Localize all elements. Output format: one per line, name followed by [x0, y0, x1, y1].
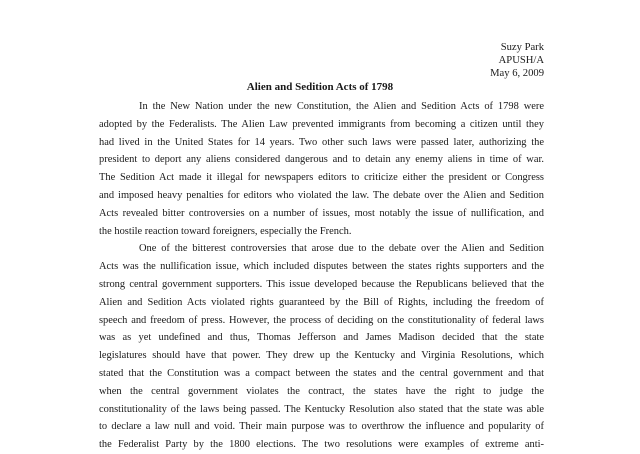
paragraph-line: In the New Nation under the new Constitution, the Alien and Sedition Acts of 1798 were	[139, 101, 544, 112]
paragraph-line: One of the bitterest controversies that arose due to the debate over the Alien and Sedition	[139, 243, 544, 255]
paragraph-line: The Sedition Act made it illegal for newspapers editors to criticize either the president or Congress	[99, 172, 544, 184]
author-header	[490, 41, 544, 81]
document-date: May 6, 2009	[490, 68, 544, 80]
paragraph	[99, 240, 544, 454]
paragraph-line: strong central government supporters. This issue developed because the Republicans believed that the	[99, 278, 544, 290]
paragraph-line: Acts revealed bitter controversies on a number of issues, most notably the issue of nullification, and	[99, 207, 544, 219]
paragraph-line: the Federalist Party by the 1800 elections. The two resolutions were examples of extreme anti-	[99, 439, 544, 451]
paragraph-line: constitutionality of the laws being passed. The Kentucky Resolution also stated that the state was able	[99, 403, 544, 415]
paragraph-line: adopted by the Federalists. The Alien Law prevented immigrants from becoming a citizen until they	[99, 118, 544, 130]
paragraph	[99, 98, 544, 240]
paragraph-line: Alien and Sedition Acts violated rights guaranteed by the Bill of Rights, including the freedom of	[99, 296, 544, 308]
course-name: APUSH/A	[498, 55, 544, 67]
paragraph-line: the hostile reaction toward foreigners, especially the French.	[99, 225, 352, 237]
paragraph-line: when the central government violates the contract, the states have the right to judge the	[99, 385, 544, 397]
paragraph-line: president to deport any aliens considered dangerous and to detain any enemy aliens in time of war.	[99, 154, 544, 166]
paragraph-line: to declare a law null and void. Their main purpose was to overthrow the influence and popularity of	[99, 421, 544, 433]
paragraph-line: legislatures should have that power. They drew up the Kentucky and Virginia Resolutions, which	[99, 350, 544, 362]
document-title: Alien and Sedition Acts of 1798	[246, 81, 394, 93]
paragraph-line: stated that the Constitution was a compact between the states and the central government and that	[99, 367, 544, 379]
author-name: Suzy Park	[500, 42, 544, 53]
paragraph-line: speech and freedom of press. However, the process of deciding on the constitutionality of federal laws	[99, 314, 544, 326]
paragraph-line: had lived in the United States for 14 years. Two other such laws were passed later, authorizing the	[99, 136, 544, 148]
document-body	[99, 98, 544, 454]
paragraph-line: and imposed heavy penalties for editors who violated the law. The debate over the Alien and Sedition	[99, 189, 544, 201]
paragraph-line: Acts was the nullification issue, which included disputes between the states rights supporters and the	[99, 261, 544, 273]
paragraph-line: was as yet undefined and thus, Thomas Jefferson and James Madison decided that the state	[99, 332, 544, 344]
